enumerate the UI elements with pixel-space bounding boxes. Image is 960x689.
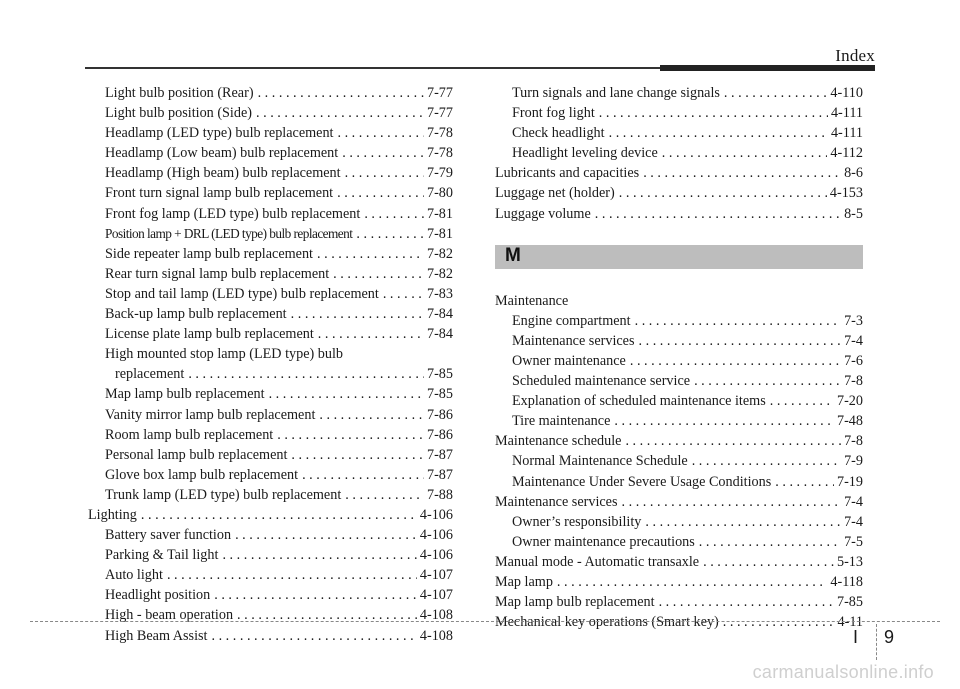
index-entry xyxy=(88,445,453,465)
dot-leader xyxy=(619,183,827,203)
index-entry xyxy=(88,626,453,646)
entry-page-ref: 7-4 xyxy=(844,493,863,510)
page-title: Index xyxy=(835,46,875,65)
entry-page-ref: 7-48 xyxy=(836,413,863,430)
dot-leader xyxy=(345,163,424,183)
entry-text: Headlamp (High beam) bulb replacement xyxy=(105,165,341,182)
watermark: carmanualsonline.info xyxy=(752,662,934,682)
entry-page-ref: 7-85 xyxy=(426,386,453,403)
entry-text: Mechanical key operations (Smart key) xyxy=(495,614,719,631)
index-entry xyxy=(495,123,863,143)
entry-text: Maintenance services xyxy=(512,332,635,349)
dot-leader xyxy=(333,264,424,284)
entry-page-ref: 7-77 xyxy=(426,85,453,101)
entry-page-ref: 7-86 xyxy=(426,406,453,423)
entry-page-ref: 7-6 xyxy=(844,352,863,369)
entry-text: Room lamp bulb replacement xyxy=(105,426,274,443)
footer-rule xyxy=(30,621,940,622)
dot-leader xyxy=(141,505,417,525)
dot-leader xyxy=(291,445,424,465)
index-entry xyxy=(88,525,453,545)
index-entry xyxy=(88,224,453,244)
index-entry xyxy=(495,163,863,183)
dot-leader xyxy=(302,465,424,485)
entry-page-ref: 7-20 xyxy=(836,393,863,410)
index-entry xyxy=(88,585,453,605)
entry-text: Owner’s responsibility xyxy=(512,513,642,530)
dot-leader xyxy=(356,224,424,244)
index-entry xyxy=(88,183,453,203)
entry-text: Map lamp xyxy=(495,573,553,590)
entry-text: Glove box lamp bulb replacement xyxy=(105,466,299,483)
index-entry xyxy=(495,552,863,572)
index-entry xyxy=(88,123,453,143)
entry-page-ref: 7-80 xyxy=(426,185,453,202)
entry-text: Light bulb position (Side) xyxy=(105,105,252,122)
entry-page-ref: 7-87 xyxy=(426,446,453,463)
entry-page-ref: 5-13 xyxy=(836,553,863,570)
index-entry xyxy=(495,492,863,512)
entry-page-ref: 7-82 xyxy=(426,265,453,282)
entry-text: Position lamp + DRL (LED type) bulb replacement xyxy=(105,225,353,241)
index-entry xyxy=(88,264,453,284)
index-entry xyxy=(88,425,453,445)
entry-text: Map lamp bulb replacement xyxy=(495,594,655,611)
entry-text: Side repeater lamp bulb replacement xyxy=(105,245,313,262)
entry-page-ref: 7-81 xyxy=(426,205,453,222)
section-header-m xyxy=(495,245,863,269)
index-group-l xyxy=(495,83,863,224)
dot-leader xyxy=(557,572,828,592)
dot-leader xyxy=(723,612,835,632)
entry-text: Front fog light xyxy=(512,105,595,122)
dot-leader xyxy=(337,183,424,203)
index-entry xyxy=(495,183,863,203)
entry-page-ref: 4-108 xyxy=(419,607,453,624)
entry-text: Auto light xyxy=(105,567,163,584)
index-entry xyxy=(88,103,453,123)
footer-divider xyxy=(876,624,877,660)
entry-page-ref: 7-3 xyxy=(844,312,863,329)
entry-text: High Beam Assist xyxy=(105,627,208,644)
entry-text: Maintenance services xyxy=(495,493,618,510)
entry-text: Stop and tail lamp (LED type) bulb replacement xyxy=(105,285,379,302)
entry-text: Luggage net (holder) xyxy=(495,185,615,202)
index-entry xyxy=(88,545,453,565)
entry-text: Turn signals and lane change signals xyxy=(512,85,720,101)
entry-text: Back-up lamp bulb replacement xyxy=(105,306,287,323)
index-entry xyxy=(495,532,863,552)
dot-leader xyxy=(692,451,841,471)
entry-page-ref: 4-111 xyxy=(830,105,863,122)
entry-page-ref: 4-108 xyxy=(419,627,453,644)
section-letter: M xyxy=(505,244,521,266)
dot-leader xyxy=(319,405,424,425)
dot-leader xyxy=(222,545,416,565)
entry-text: Headlight position xyxy=(105,587,211,604)
entry-page-ref: 7-83 xyxy=(426,285,453,302)
dot-leader xyxy=(635,311,841,331)
entry-text: High - beam operation xyxy=(105,607,234,624)
index-entry xyxy=(88,505,453,525)
entry-page-ref: 4-106 xyxy=(419,547,453,564)
entry-page-ref: 4-106 xyxy=(419,527,453,544)
index-column-left xyxy=(88,83,453,646)
dot-leader xyxy=(237,605,417,625)
index-entry xyxy=(495,411,863,431)
entry-page-ref: 7-81 xyxy=(426,225,453,242)
entry-text: Manual mode - Automatic transaxle xyxy=(495,553,700,570)
dot-leader xyxy=(724,83,828,103)
entry-page-ref: 4-11 xyxy=(837,614,863,631)
dot-leader xyxy=(775,472,834,492)
entry-text: Normal Maintenance Schedule xyxy=(512,453,688,470)
entry-page-ref: 7-85 xyxy=(836,594,863,611)
entry-text: License plate lamp bulb replacement xyxy=(105,326,314,343)
dot-leader xyxy=(167,565,417,585)
index-entry xyxy=(88,163,453,183)
entry-text: Luggage volume xyxy=(495,205,591,222)
entry-text: Headlight leveling device xyxy=(512,145,658,162)
dot-leader xyxy=(599,103,828,123)
index-entry xyxy=(495,291,863,311)
dot-leader xyxy=(188,364,424,384)
entry-text: replacement xyxy=(115,366,185,383)
index-entry xyxy=(88,485,453,505)
entry-text: Map lamp bulb replacement xyxy=(105,386,265,403)
entry-text: Lubricants and capacities xyxy=(495,165,640,182)
entry-page-ref: 7-9 xyxy=(844,453,863,470)
entry-text: Headlamp (Low beam) bulb replacement xyxy=(105,145,339,162)
entry-text: Vanity mirror lamp bulb replacement xyxy=(105,406,316,423)
dot-leader xyxy=(364,204,424,224)
dot-leader xyxy=(645,512,841,532)
entry-text: Parking & Tail light xyxy=(105,547,219,564)
entry-page-ref: 7-4 xyxy=(844,513,863,530)
entry-page-ref: 7-8 xyxy=(844,433,863,450)
index-entry xyxy=(495,512,863,532)
entry-text: Explanation of scheduled maintenance items xyxy=(512,393,766,410)
entry-text: Owner maintenance precautions xyxy=(512,533,695,550)
dot-leader xyxy=(625,431,841,451)
index-entry xyxy=(495,472,863,492)
dot-leader xyxy=(643,163,841,183)
index-entry xyxy=(88,83,453,103)
entry-text: High mounted stop lamp (LED type) bulb xyxy=(105,346,344,363)
entry-page-ref: 4-110 xyxy=(830,85,863,101)
index-entry xyxy=(495,311,863,331)
dot-leader xyxy=(337,123,424,143)
entry-page-ref: 7-82 xyxy=(426,245,453,262)
index-entry xyxy=(495,572,863,592)
dot-leader xyxy=(345,485,424,505)
entry-page-ref: 7-85 xyxy=(426,366,453,383)
index-group-m xyxy=(495,291,863,633)
dot-leader xyxy=(258,83,424,103)
index-entry xyxy=(495,431,863,451)
dot-leader xyxy=(622,492,842,512)
entry-page-ref: 7-88 xyxy=(426,486,453,503)
index-entry xyxy=(495,331,863,351)
index-entry xyxy=(88,284,453,304)
entry-page-ref: 7-5 xyxy=(844,533,863,550)
index-entry xyxy=(88,344,453,364)
index-entry xyxy=(88,565,453,585)
entry-text: Maintenance Under Severe Usage Conditions xyxy=(512,473,772,490)
entry-page-ref: 7-87 xyxy=(426,466,453,483)
entry-text: Personal lamp bulb replacement xyxy=(105,446,288,463)
entry-page-ref: 7-84 xyxy=(426,326,453,343)
index-entry xyxy=(88,324,453,344)
entry-text: Light bulb position (Rear) xyxy=(105,85,254,101)
entry-text: Battery saver function xyxy=(105,527,232,544)
dot-leader xyxy=(694,371,841,391)
entry-page-ref: 7-86 xyxy=(426,426,453,443)
entry-page-ref: 4-118 xyxy=(830,573,863,590)
dot-leader xyxy=(291,304,424,324)
index-entry xyxy=(495,351,863,371)
dot-leader xyxy=(595,204,841,224)
entry-page-ref: 7-77 xyxy=(426,105,453,122)
entry-text: Headlamp (LED type) bulb replacement xyxy=(105,125,334,142)
index-entry xyxy=(495,143,863,163)
dot-leader xyxy=(770,391,834,411)
index-entry xyxy=(495,371,863,391)
entry-page-ref: 7-78 xyxy=(426,145,453,162)
dot-leader xyxy=(662,143,828,163)
entry-page-ref: 7-79 xyxy=(426,165,453,182)
dot-leader xyxy=(659,592,834,612)
entry-page-ref: 8-5 xyxy=(844,205,863,222)
index-entry xyxy=(495,83,863,103)
entry-text: Scheduled maintenance service xyxy=(512,373,691,390)
dot-leader xyxy=(383,284,424,304)
index-entry xyxy=(88,405,453,425)
entry-page-ref: 4-153 xyxy=(829,185,863,202)
dot-leader xyxy=(342,143,424,163)
entry-page-ref: 4-106 xyxy=(419,506,453,523)
index-entry xyxy=(495,612,863,632)
page-number: 9 xyxy=(884,627,895,647)
entry-page-ref: 8-6 xyxy=(844,165,863,182)
index-entry xyxy=(88,384,453,404)
index-entry xyxy=(88,204,453,224)
entry-text: Front turn signal lamp bulb replacement xyxy=(105,185,334,202)
dot-leader xyxy=(277,425,424,445)
dot-leader xyxy=(256,103,424,123)
index-entry xyxy=(88,605,453,625)
entry-page-ref: 4-107 xyxy=(419,567,453,584)
dot-leader xyxy=(703,552,834,572)
entry-text: Lighting xyxy=(88,506,137,523)
entry-page-ref: 7-8 xyxy=(844,373,863,390)
section-marker: I xyxy=(853,627,859,647)
dot-leader xyxy=(699,532,841,552)
dot-leader xyxy=(214,585,417,605)
index-entry xyxy=(495,451,863,471)
entry-text: Tire maintenance xyxy=(512,413,611,430)
dot-leader xyxy=(317,244,424,264)
entry-text: Rear turn signal lamp bulb replacement xyxy=(105,265,330,282)
index-entry xyxy=(495,103,863,123)
dot-leader xyxy=(318,324,424,344)
dot-leader xyxy=(609,123,828,143)
entry-page-ref: 7-78 xyxy=(426,125,453,142)
dot-leader xyxy=(235,525,417,545)
index-entry xyxy=(88,304,453,324)
index-entry xyxy=(88,244,453,264)
entry-text: Trunk lamp (LED type) bulb replacement xyxy=(105,486,342,503)
index-entry xyxy=(495,391,863,411)
entry-page-ref: 4-112 xyxy=(830,145,863,162)
entry-page-ref: 4-111 xyxy=(830,125,863,142)
index-entry xyxy=(495,204,863,224)
entry-page-ref: 7-84 xyxy=(426,306,453,323)
entry-text: Check headlight xyxy=(512,125,605,142)
entry-text: Maintenance xyxy=(495,292,569,309)
entry-page-ref: 7-4 xyxy=(844,332,863,349)
index-entry xyxy=(495,592,863,612)
dot-leader xyxy=(630,351,841,371)
header-accent-bar xyxy=(660,65,875,71)
index-entry xyxy=(88,143,453,163)
entry-text: Front fog lamp (LED type) bulb replacement xyxy=(105,205,361,222)
index-entry xyxy=(88,465,453,485)
entry-page-ref: 7-19 xyxy=(836,473,863,490)
dot-leader xyxy=(269,384,424,404)
dot-leader xyxy=(614,411,834,431)
index-entry xyxy=(88,364,453,384)
entry-text: Engine compartment xyxy=(512,312,631,329)
entry-text: Maintenance schedule xyxy=(495,433,622,450)
dot-leader xyxy=(211,626,416,646)
index-column-right xyxy=(495,83,863,632)
entry-page-ref: 4-107 xyxy=(419,587,453,604)
entry-text: Owner maintenance xyxy=(512,352,626,369)
dot-leader xyxy=(639,331,842,351)
